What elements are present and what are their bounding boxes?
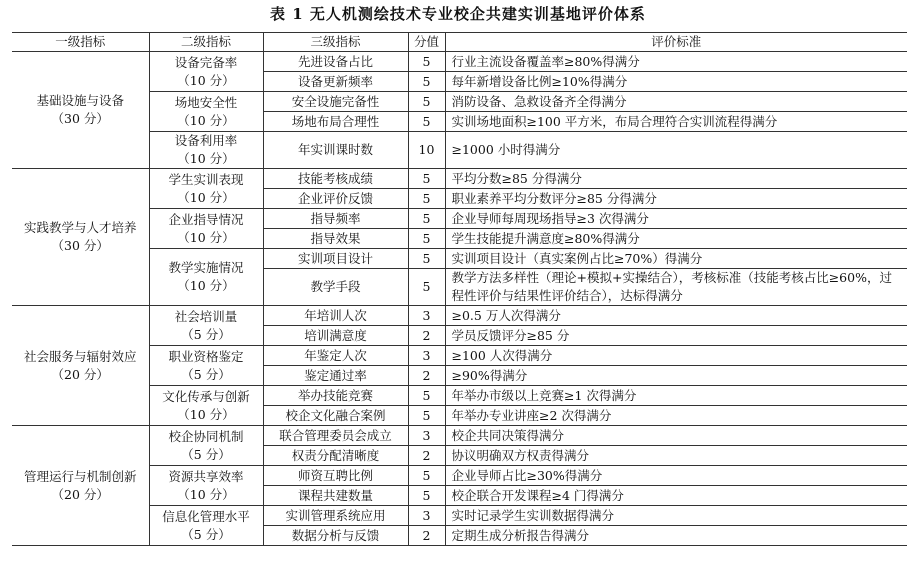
level2-cell: [149, 169, 263, 209]
table-row: [12, 426, 907, 446]
level1-cell: [12, 169, 149, 306]
header-level3: 三级指标: [263, 33, 408, 52]
level2-cell: [149, 132, 263, 169]
item-score: 2: [408, 446, 445, 466]
table-row: [12, 169, 907, 189]
header-score: 分值: [408, 33, 445, 52]
level1-score: （20 分）: [51, 366, 109, 382]
item-score: 5: [408, 52, 445, 72]
item-standard: ≥100 人次得满分: [445, 346, 907, 366]
item-standard: 消防设备、急救设备齐全得满分: [445, 92, 907, 112]
item-standard: 企业导师占比≥30%得满分: [445, 466, 907, 486]
item-standard: 校企联合开发课程≥4 门得满分: [445, 486, 907, 506]
level1-cell: [12, 52, 149, 169]
item-standard: 职业素养平均分数评分≥85 分得满分: [445, 189, 907, 209]
level2-name: 企业指导情况: [168, 211, 244, 227]
level3-name: 先进设备占比: [263, 52, 408, 72]
level2-score: （5 分）: [181, 446, 231, 462]
header-row: [12, 33, 907, 52]
level1-score: （20 分）: [51, 486, 109, 502]
level1-score: （30 分）: [51, 238, 109, 253]
item-score: 5: [408, 229, 445, 249]
level2-name: 社会培训量: [174, 308, 238, 324]
item-score: 2: [408, 526, 445, 546]
level2-score: （10 分）: [177, 406, 235, 422]
level2-name: 设备利用率: [174, 133, 238, 148]
level2-cell: [149, 52, 263, 92]
item-standard: 平均分数≥85 分得满分: [445, 169, 907, 189]
item-score: 5: [408, 112, 445, 132]
level3-name: 权责分配清晰度: [263, 446, 408, 466]
table-row: [12, 306, 907, 326]
item-standard: ≥90%得满分: [445, 366, 907, 386]
item-score: 5: [408, 92, 445, 112]
level3-name: 实训管理系统应用: [263, 506, 408, 526]
level3-name: 联合管理委员会成立: [263, 426, 408, 446]
header-level1: 一级指标: [12, 33, 149, 52]
item-score: 5: [408, 466, 445, 486]
item-score: 5: [408, 72, 445, 92]
level3-name: 指导频率: [263, 209, 408, 229]
level2-cell: [149, 209, 263, 249]
item-standard: 教学方法多样性（理论+模拟+实操结合），考核标准（技能考核占比≥60%，过程性评价与结果性评价结合），达标得满分: [445, 269, 907, 306]
item-score: 2: [408, 366, 445, 386]
level2-name: 资源共享效率: [168, 468, 244, 484]
item-score: 10: [408, 132, 445, 169]
item-standard: 校企共同决策得满分: [445, 426, 907, 446]
level2-score: （10 分）: [177, 72, 235, 88]
level3-name: 举办技能竞赛: [263, 386, 408, 406]
item-standard: 实训项目设计（真实案例占比≥70%）得满分: [445, 249, 907, 269]
item-standard: 实训场地面积≥100 平方米，布局合理符合实训流程得满分: [445, 112, 907, 132]
level1-name: 实践教学与人才培养: [23, 220, 137, 235]
item-standard: 企业导师每周现场指导≥3 次得满分: [445, 209, 907, 229]
item-standard: 协议明确双方权责得满分: [445, 446, 907, 466]
level3-name: 安全设施完备性: [263, 92, 408, 112]
level1-name: 管理运行与机制创新: [23, 468, 137, 484]
item-standard: 年举办市级以上竞赛≥1 次得满分: [445, 386, 907, 406]
item-standard: 行业主流设备覆盖率≥80%得满分: [445, 52, 907, 72]
level2-name: 信息化管理水平: [162, 508, 250, 524]
item-standard: 学员反馈评分≥85 分: [445, 326, 907, 346]
item-score: 5: [408, 269, 445, 306]
item-score: 3: [408, 306, 445, 326]
level2-cell: [149, 346, 263, 386]
level2-score: （5 分）: [181, 366, 231, 382]
level2-name: 场地安全性: [174, 94, 238, 110]
level3-name: 教学手段: [263, 269, 408, 306]
level3-name: 师资互聘比例: [263, 466, 408, 486]
level2-cell: [149, 426, 263, 466]
item-score: 5: [408, 386, 445, 406]
table-title: 表 1 无人机测绘技术专业校企共建实训基地评价体系: [270, 5, 646, 23]
item-score: 5: [408, 406, 445, 426]
item-standard: ≥0.5 万人次得满分: [445, 306, 907, 326]
level2-score: （10 分）: [177, 486, 235, 502]
item-score: 3: [408, 346, 445, 366]
level2-cell: [149, 306, 263, 346]
item-score: 5: [408, 189, 445, 209]
level2-score: （10 分）: [177, 278, 235, 293]
item-standard: 实时记录学生实训数据得满分: [445, 506, 907, 526]
item-score: 3: [408, 506, 445, 526]
level2-score: （10 分）: [177, 151, 235, 166]
item-standard: 定期生成分析报告得满分: [445, 526, 907, 546]
level3-name: 年实训课时数: [263, 132, 408, 169]
level3-name: 鉴定通过率: [263, 366, 408, 386]
level3-name: 企业评价反馈: [263, 189, 408, 209]
level3-name: 年鉴定人次: [263, 346, 408, 366]
level3-name: 课程共建数量: [263, 486, 408, 506]
level3-name: 培训满意度: [263, 326, 408, 346]
level2-score: （5 分）: [181, 326, 231, 342]
level1-cell: [12, 426, 149, 546]
level3-name: 设备更新频率: [263, 72, 408, 92]
item-score: 2: [408, 326, 445, 346]
level1-cell: [12, 306, 149, 426]
level3-name: 场地布局合理性: [263, 112, 408, 132]
level2-cell: [149, 92, 263, 132]
item-standard: 每年新增设备比例≥10%得满分: [445, 72, 907, 92]
item-score: 5: [408, 169, 445, 189]
level2-name: 校企协同机制: [168, 428, 244, 444]
level2-score: （5 分）: [181, 526, 231, 542]
level2-name: 设备完备率: [174, 54, 238, 70]
evaluation-table: [12, 32, 907, 546]
item-standard: 学生技能提升满意度≥80%得满分: [445, 229, 907, 249]
table-row: [12, 52, 907, 72]
level2-score: （10 分）: [177, 229, 235, 245]
level1-name: 社会服务与辐射效应: [23, 348, 137, 364]
level2-cell: [149, 466, 263, 506]
item-standard: ≥1000 小时得满分: [445, 132, 907, 169]
level1-score: （30 分）: [51, 111, 109, 126]
level3-name: 年培训人次: [263, 306, 408, 326]
level3-name: 实训项目设计: [263, 249, 408, 269]
item-score: 5: [408, 249, 445, 269]
item-score: 3: [408, 426, 445, 446]
level2-cell: [149, 506, 263, 546]
level2-name: 教学实施情况: [168, 260, 244, 275]
level3-name: 校企文化融合案例: [263, 406, 408, 426]
item-standard: 年举办专业讲座≥2 次得满分: [445, 406, 907, 426]
level2-score: （10 分）: [177, 112, 235, 128]
header-level2: 二级指标: [149, 33, 263, 52]
level2-cell: [149, 249, 263, 306]
item-score: 5: [408, 209, 445, 229]
item-score: 5: [408, 486, 445, 506]
level3-name: 技能考核成绩: [263, 169, 408, 189]
level2-score: （10 分）: [177, 189, 235, 205]
level2-name: 职业资格鉴定: [168, 348, 244, 364]
level1-name: 基础设施与设备: [36, 93, 124, 108]
level2-name: 学生实训表现: [168, 171, 244, 187]
level2-cell: [149, 386, 263, 426]
header-standard: 评价标准: [445, 33, 907, 52]
level3-name: 数据分析与反馈: [263, 526, 408, 546]
level3-name: 指导效果: [263, 229, 408, 249]
level2-name: 文化传承与创新: [162, 388, 250, 404]
